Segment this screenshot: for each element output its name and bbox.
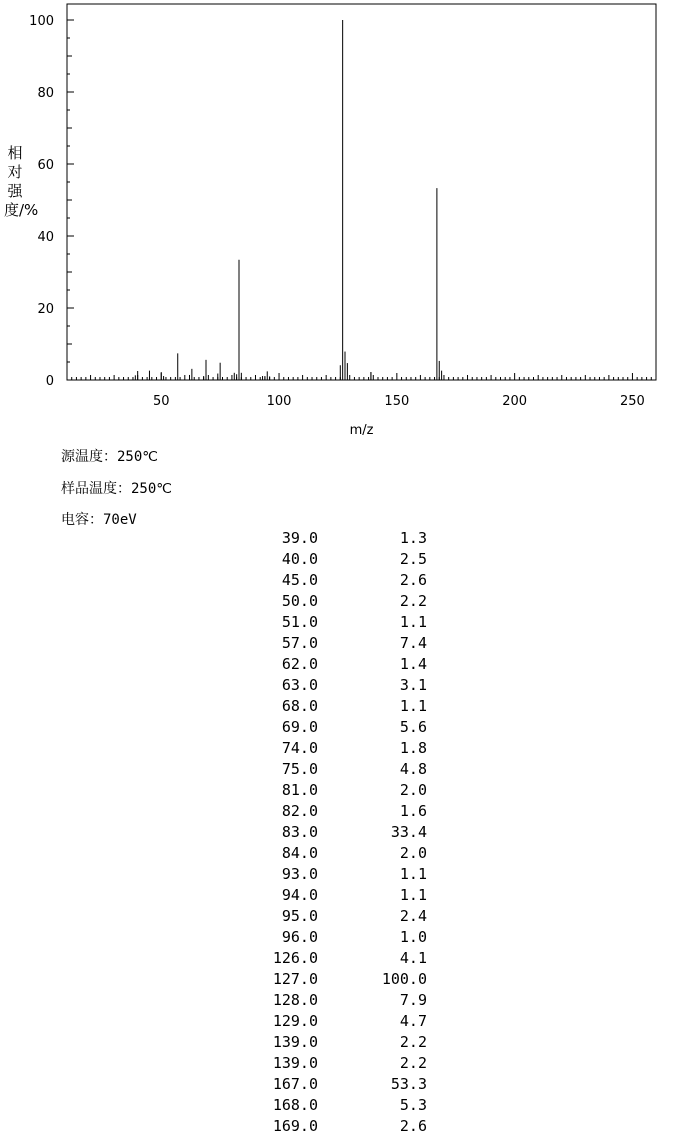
sample-temperature-label: 样品温度： bbox=[61, 481, 131, 497]
table-row bbox=[230, 969, 460, 990]
table-cell-intensity: 2.6 bbox=[399, 1117, 427, 1135]
x-tick-label: 150 bbox=[384, 394, 410, 409]
table-cell-mz: 128.0 bbox=[272, 991, 318, 1009]
table-cell-intensity: 1.0 bbox=[399, 928, 427, 946]
peak-table bbox=[230, 528, 460, 1137]
sample-temperature-value: 250℃ bbox=[131, 481, 173, 497]
table-row bbox=[230, 864, 460, 885]
table-row bbox=[230, 990, 460, 1011]
table-cell-intensity: 3.1 bbox=[399, 676, 427, 694]
x-axis-label: m/z bbox=[349, 423, 374, 438]
table-row bbox=[230, 633, 460, 654]
table-cell-mz: 95.0 bbox=[281, 907, 318, 925]
table-cell-intensity: 1.1 bbox=[399, 886, 427, 904]
table-row bbox=[230, 927, 460, 948]
table-cell-intensity: 2.4 bbox=[399, 907, 427, 925]
table-row bbox=[230, 1032, 460, 1053]
table-row bbox=[230, 675, 460, 696]
table-row bbox=[230, 570, 460, 591]
ionization-energy bbox=[61, 509, 137, 529]
table-cell-mz: 82.0 bbox=[281, 802, 318, 820]
table-row bbox=[230, 801, 460, 822]
table-cell-intensity: 1.1 bbox=[399, 697, 427, 715]
table-cell-mz: 69.0 bbox=[281, 718, 318, 736]
table-cell-mz: 63.0 bbox=[281, 676, 318, 694]
chart-svg bbox=[0, 0, 680, 445]
table-row bbox=[230, 885, 460, 906]
table-cell-mz: 75.0 bbox=[281, 760, 318, 778]
x-tick-label: 250 bbox=[620, 394, 645, 409]
table-row bbox=[230, 528, 460, 549]
table-cell-intensity: 4.8 bbox=[399, 760, 427, 778]
table-cell-mz: 126.0 bbox=[272, 949, 318, 967]
table-cell-mz: 57.0 bbox=[281, 634, 318, 652]
table-cell-mz: 40.0 bbox=[281, 550, 318, 568]
y-tick-label: 0 bbox=[45, 374, 54, 389]
y-tick-label: 20 bbox=[37, 302, 54, 317]
y-tick-label: 100 bbox=[29, 14, 54, 29]
table-row bbox=[230, 843, 460, 864]
table-cell-intensity: 4.1 bbox=[399, 949, 427, 967]
table-cell-mz: 96.0 bbox=[281, 928, 318, 946]
table-cell-mz: 81.0 bbox=[281, 781, 318, 799]
table-cell-mz: 167.0 bbox=[272, 1075, 318, 1093]
table-cell-intensity: 1.1 bbox=[399, 613, 427, 631]
table-cell-mz: 84.0 bbox=[281, 844, 318, 862]
table-row bbox=[230, 1011, 460, 1032]
table-cell-mz: 139.0 bbox=[272, 1033, 318, 1051]
table-row bbox=[230, 906, 460, 927]
table-row bbox=[230, 654, 460, 675]
table-cell-intensity: 4.7 bbox=[399, 1012, 427, 1030]
table-cell-mz: 45.0 bbox=[281, 571, 318, 589]
table-row bbox=[230, 717, 460, 738]
table-row bbox=[230, 1074, 460, 1095]
table-cell-intensity: 2.5 bbox=[399, 550, 427, 568]
table-cell-mz: 93.0 bbox=[281, 865, 318, 883]
table-cell-intensity: 5.3 bbox=[399, 1096, 427, 1114]
table-cell-mz: 62.0 bbox=[281, 655, 318, 673]
table-cell-mz: 129.0 bbox=[272, 1012, 318, 1030]
table-cell-intensity: 7.4 bbox=[399, 634, 427, 652]
x-tick-label: 200 bbox=[502, 394, 528, 409]
table-cell-intensity: 2.2 bbox=[399, 592, 427, 610]
table-cell-mz: 94.0 bbox=[281, 886, 318, 904]
table-cell-intensity: 53.3 bbox=[390, 1075, 427, 1093]
table-row bbox=[230, 696, 460, 717]
table-cell-intensity: 2.2 bbox=[399, 1054, 427, 1072]
y-tick-label: 40 bbox=[37, 230, 54, 245]
x-tick-label: 100 bbox=[266, 394, 292, 409]
table-cell-mz: 169.0 bbox=[272, 1117, 318, 1135]
table-row bbox=[230, 549, 460, 570]
table-cell-mz: 50.0 bbox=[281, 592, 318, 610]
table-cell-mz: 83.0 bbox=[281, 823, 318, 841]
table-cell-intensity: 1.6 bbox=[399, 802, 427, 820]
table-row bbox=[230, 759, 460, 780]
table-row bbox=[230, 822, 460, 843]
table-cell-mz: 74.0 bbox=[281, 739, 318, 757]
table-cell-intensity: 1.8 bbox=[399, 739, 427, 757]
source-temperature-label: 源温度： bbox=[61, 449, 117, 465]
mass-spectrum-chart bbox=[0, 0, 680, 445]
y-axis-label: 相对强度/% bbox=[4, 144, 39, 219]
plot-frame bbox=[67, 4, 656, 380]
table-row bbox=[230, 780, 460, 801]
table-row bbox=[230, 948, 460, 969]
table-cell-mz: 127.0 bbox=[272, 970, 318, 988]
table-row bbox=[230, 1095, 460, 1116]
table-cell-intensity: 100.0 bbox=[381, 970, 427, 988]
table-row bbox=[230, 738, 460, 759]
table-cell-intensity: 1.3 bbox=[399, 529, 427, 547]
table-cell-intensity: 2.6 bbox=[399, 571, 427, 589]
table-cell-mz: 51.0 bbox=[281, 613, 318, 631]
table-cell-mz: 39.0 bbox=[281, 529, 318, 547]
ionization-energy-value: 70eV bbox=[103, 512, 137, 528]
table-cell-intensity: 2.2 bbox=[399, 1033, 427, 1051]
table-cell-intensity: 1.4 bbox=[399, 655, 427, 673]
table-cell-intensity: 5.6 bbox=[399, 718, 427, 736]
table-cell-mz: 139.0 bbox=[272, 1054, 318, 1072]
table-cell-intensity: 33.4 bbox=[390, 823, 427, 841]
table-cell-intensity: 1.1 bbox=[399, 865, 427, 883]
sample-temperature bbox=[61, 478, 172, 498]
source-temperature-value: 250℃ bbox=[117, 449, 159, 465]
table-cell-intensity: 2.0 bbox=[399, 844, 427, 862]
table-cell-mz: 68.0 bbox=[281, 697, 318, 715]
source-temperature bbox=[61, 446, 158, 466]
table-cell-intensity: 7.9 bbox=[399, 991, 427, 1009]
ionization-energy-label: 电容： bbox=[61, 512, 103, 528]
table-row bbox=[230, 1053, 460, 1074]
y-tick-label: 80 bbox=[37, 86, 54, 101]
table-row bbox=[230, 612, 460, 633]
y-tick-label: 60 bbox=[37, 158, 54, 173]
table-cell-intensity: 2.0 bbox=[399, 781, 427, 799]
x-tick-label: 50 bbox=[152, 394, 170, 409]
table-row bbox=[230, 591, 460, 612]
table-cell-mz: 168.0 bbox=[272, 1096, 318, 1114]
